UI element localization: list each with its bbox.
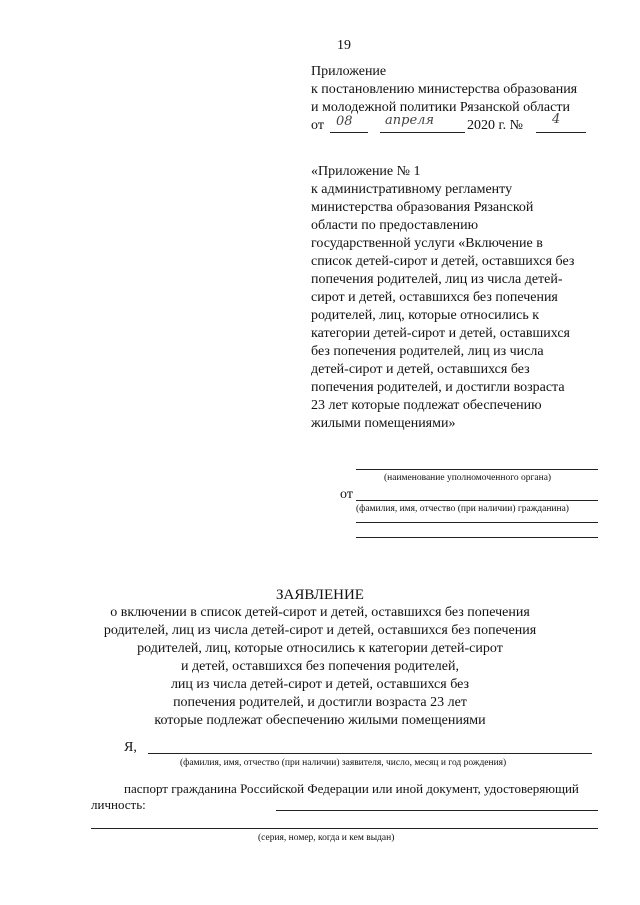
statement-line: которые подлежат обеспечению жилыми помещениями — [154, 713, 486, 728]
statement-block — [80, 587, 560, 729]
regulation-line: попечения родителей, лиц из числа детей- — [311, 272, 563, 287]
passport-line-1: паспорт гражданина Российской Федерации или иной документ, удостоверяющий — [124, 781, 579, 796]
address-field-line[interactable] — [356, 537, 598, 538]
statement-line: и детей, оставшихся без попечения родителей, — [181, 659, 459, 674]
regulation-line: 23 лет которые подлежат обеспечению — [311, 398, 542, 413]
statement-heading: ЗАЯВЛЕНИЕ — [276, 587, 364, 603]
i-label: Я, — [124, 740, 137, 755]
regulation-line: детей-сирот и детей, оставшихся без — [311, 362, 530, 377]
applicant-name-caption: (фамилия, имя, отчество (при наличии) заявителя, число, месяц и год рождения) — [180, 758, 507, 768]
regulation-line: к административному регламенту — [311, 182, 513, 197]
from-label: от — [340, 487, 353, 502]
regulation-line: категории детей-сирот и детей, оставшихся — [311, 326, 570, 341]
handwritten-day: 08 — [336, 114, 353, 129]
passport-line-2: личность: — [91, 797, 146, 812]
regulation-line: родителей, лиц, которые относились к — [311, 308, 540, 323]
day-underline — [330, 132, 368, 133]
year-number-text: 2020 г. № — [467, 118, 524, 133]
date-prefix: от — [311, 118, 324, 133]
address-field-line[interactable] — [356, 522, 598, 523]
statement-line: родителей, лиц из числа детей-сирот и детей, оставшихся без попечения — [103, 623, 537, 638]
name-caption: (фамилия, имя, отчество (при наличии) гражданина) — [356, 504, 569, 514]
regulation-line: жилыми помещениями» — [311, 416, 456, 431]
statement-line: попечения родителей, и достигли возраста 23 лет — [173, 695, 467, 710]
regulation-line: попечения родителей, и достигли возраста — [311, 380, 565, 395]
statement-line: родителей, лиц, которые относились к категории детей-сирот — [137, 641, 503, 656]
regulation-line: министерства образования Рязанской — [311, 200, 534, 215]
statement-line: лиц из числа детей-сирот и детей, оставшихся без — [170, 677, 470, 692]
statement-line: о включении в список детей-сирот и детей, оставшихся без попечения — [110, 605, 530, 620]
authority-caption: (наименование уполномоченного органа) — [384, 473, 552, 483]
regulation-line: без попечения родителей, лиц из числа — [311, 344, 544, 359]
regulation-line: «Приложение № 1 — [311, 164, 421, 179]
month-underline — [380, 132, 465, 133]
appendix-line-3: и молодежной политики Рязанской области — [311, 100, 570, 115]
appendix-line-2: к постановлению министерства образования — [311, 82, 578, 97]
handwritten-number: 4 — [552, 112, 561, 127]
regulation-line: список детей-сирот и детей, оставшихся без — [311, 254, 575, 269]
regulation-line: государственной услуги «Включение в — [311, 236, 543, 251]
document-field-line[interactable] — [276, 810, 598, 811]
from-field-line[interactable] — [356, 500, 598, 501]
document-caption: (серия, номер, когда и кем выдан) — [258, 833, 395, 843]
regulation-block — [311, 164, 574, 432]
handwritten-month: апреля — [385, 113, 435, 128]
applicant-name-field-line[interactable] — [148, 753, 592, 754]
authority-field-line[interactable] — [356, 469, 598, 470]
document-field-line-2[interactable] — [91, 828, 598, 829]
appendix-title: Приложение — [311, 64, 387, 79]
number-underline — [536, 132, 586, 133]
regulation-line: области по предоставлению — [311, 218, 479, 233]
page-number: 19 — [337, 38, 351, 53]
regulation-line: сирот и детей, оставшихся без попечения — [311, 290, 558, 305]
